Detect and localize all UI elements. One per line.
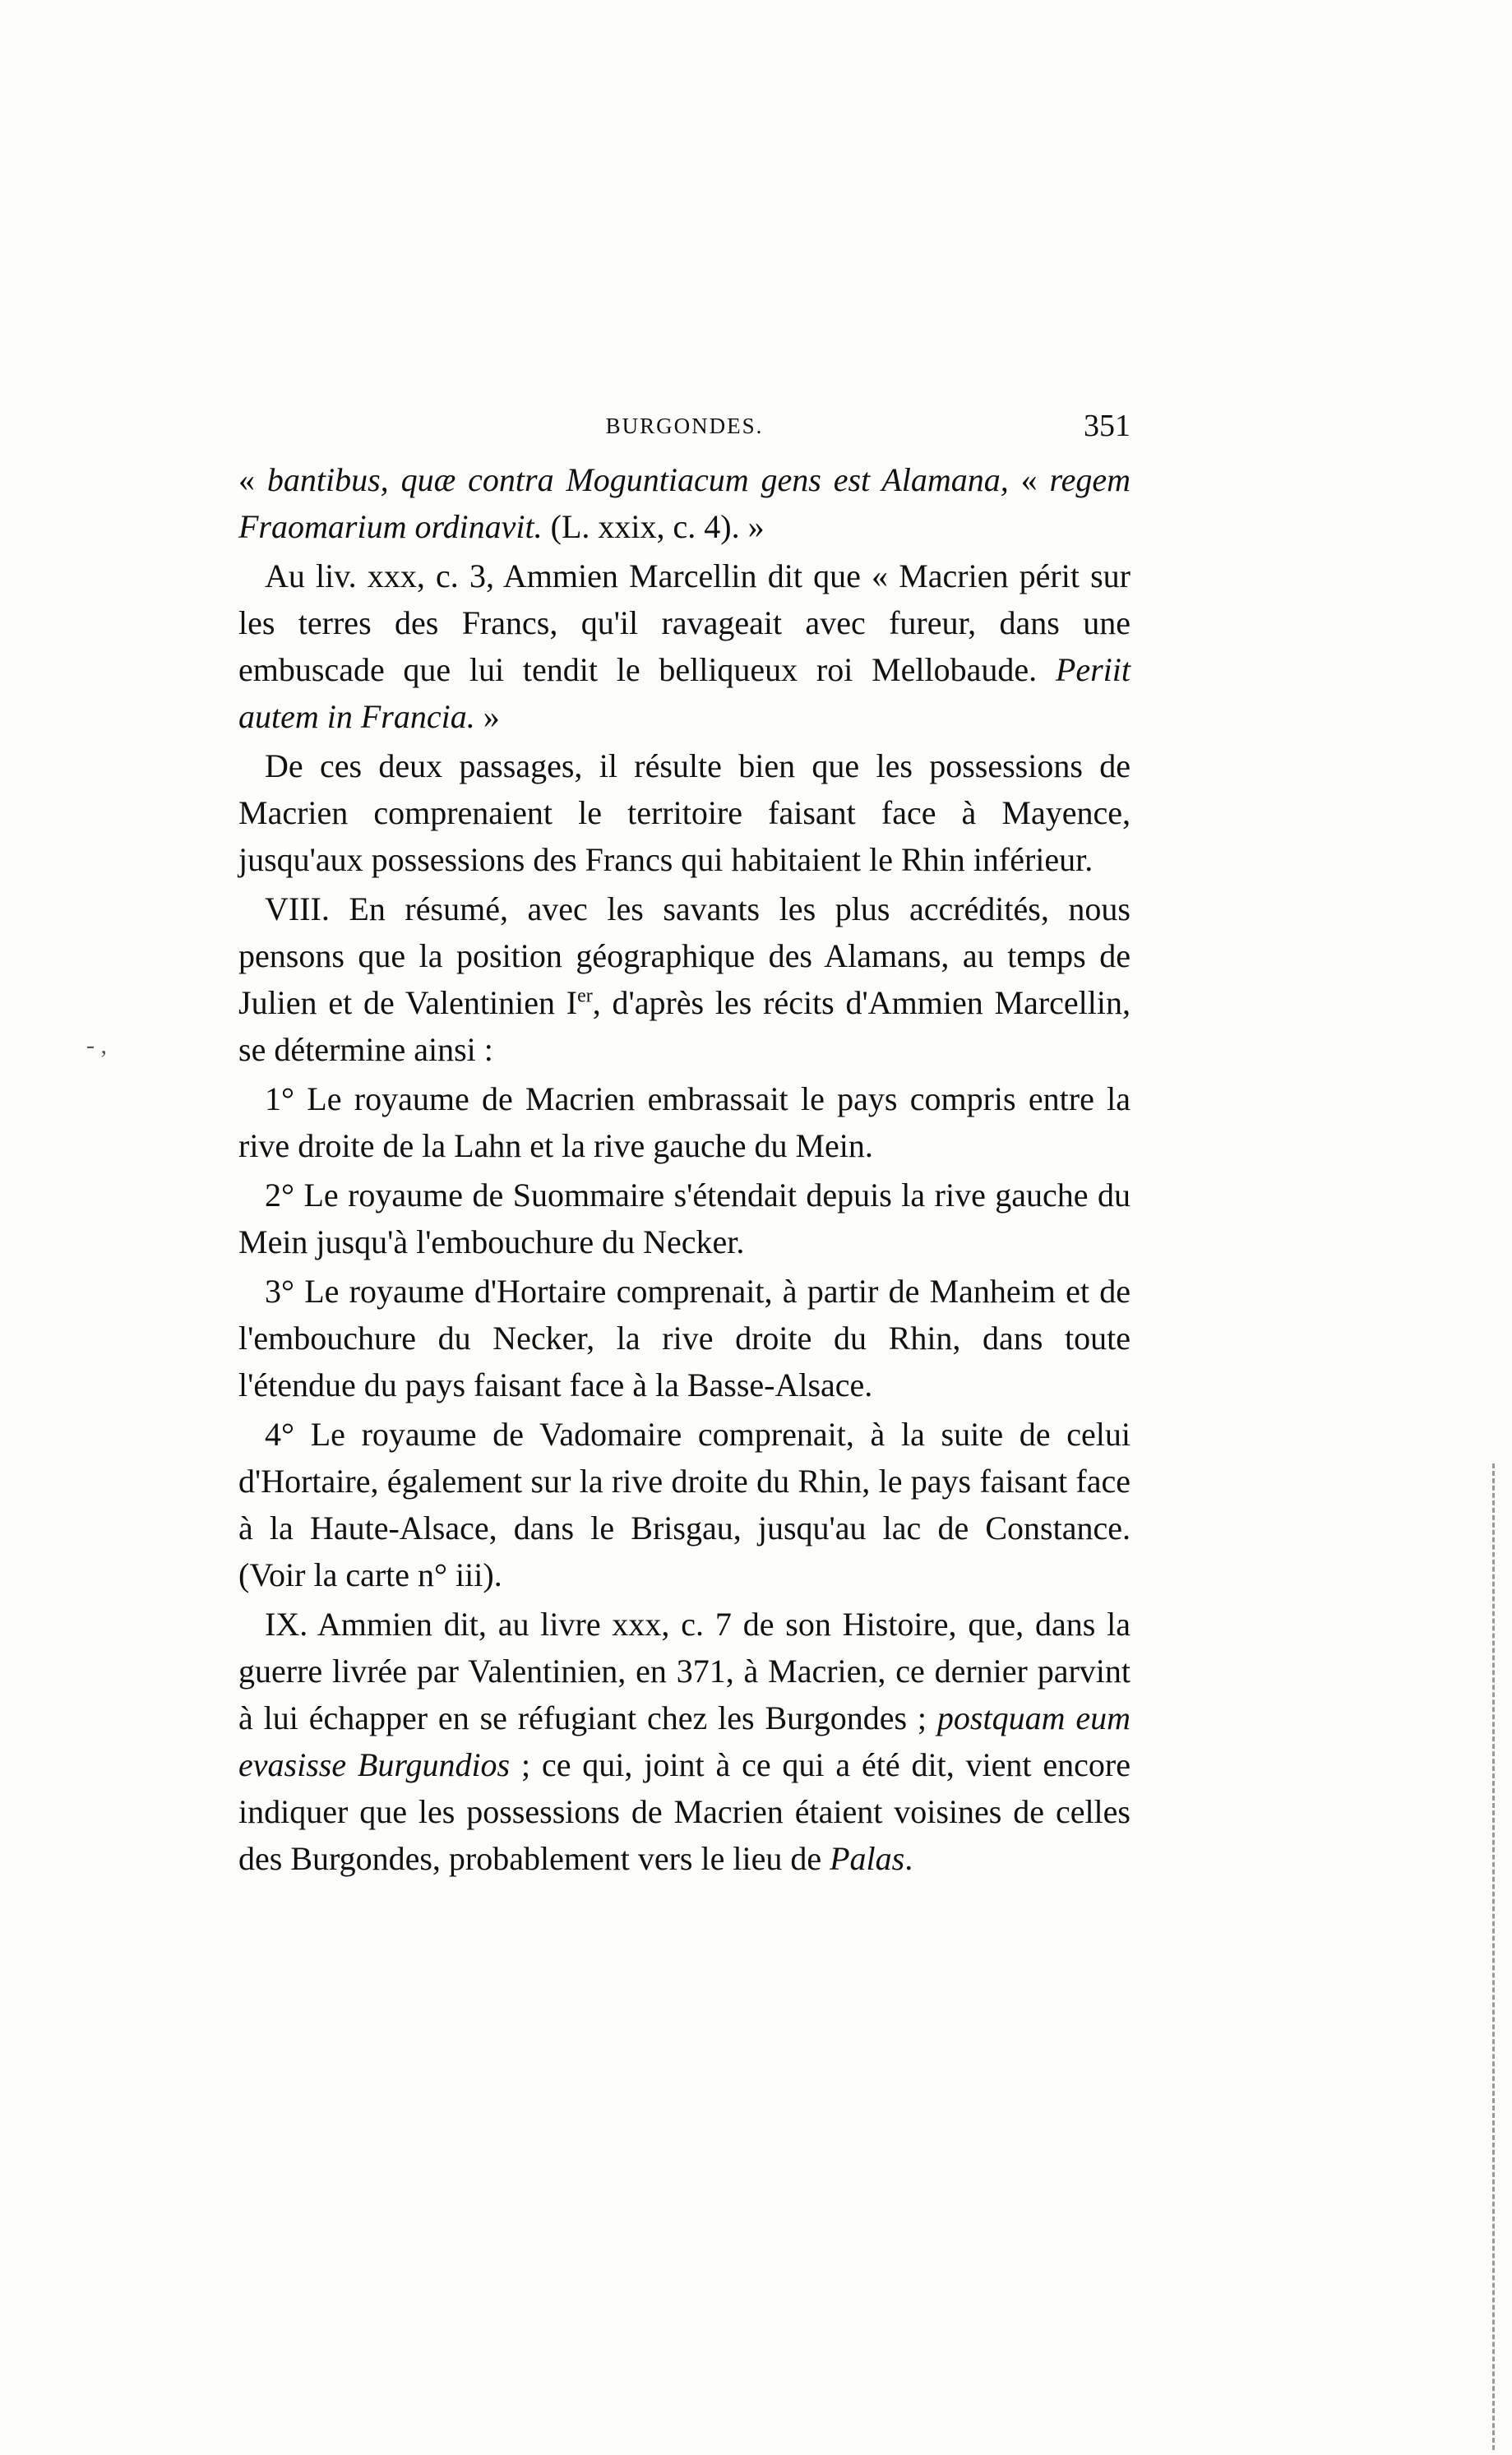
text-run: VIII. En résumé, avec les savants les plus accrédités, nous pensons que la position géographique des Alamans, au temps de Julien et de Valentinien I — [238, 890, 1131, 1021]
page-number: 351 — [1084, 409, 1131, 443]
italic-text: postquam eum evasisse Burgundios — [238, 1699, 1131, 1783]
running-head: BURGONDES. — [605, 414, 764, 438]
text-run: (L. xxix, c. 4). » — [542, 508, 765, 545]
text-run: , d'après les récits d'Ammien Marcellin, se détermine ainsi : — [238, 984, 1131, 1068]
text-run: » — [474, 698, 500, 735]
paragraph-viii-summary — [238, 885, 1131, 1073]
margin-mark: - , — [86, 1032, 107, 1059]
text-run: 4° Le royaume de Vadomaire comprenait, à la suite de celui d'Hortaire, également sur la rive droite du Rhin, le pays faisant face à la Haute-Alsace, dans le Brisgau, jusqu'au lac de Constance. (Voir la carte n° iii). — [238, 1416, 1131, 1593]
text-run: Au liv. xxx, c. 3, Ammien Marcellin dit que « Macrien périt sur les terres des Francs, qu'il ravageait avec fureur, dans une embuscade que lui tendit le belliqueux roi Mellobaude. — [238, 557, 1131, 688]
text-run: « — [238, 461, 267, 498]
text-run: « — [1008, 461, 1050, 498]
text-run: . — [904, 1840, 913, 1877]
paragraph-kingdom-vadomaire — [238, 1411, 1131, 1598]
paragraph-kingdom-hortaire — [238, 1268, 1131, 1408]
paragraph-ammien-macrien — [238, 552, 1131, 740]
superscript: er — [577, 985, 593, 1007]
page-header — [238, 401, 1131, 451]
page-body — [238, 456, 1131, 1882]
paragraph-ix-ammien — [238, 1601, 1131, 1882]
text-run: IX. Ammien dit, au livre xxx, c. 7 de son Histoire, que, dans la guerre livrée par Valentinien, en 371, à Macrien, ce dernier parvint à lui échapper en se réfugiant chez les Burgondes ; — [238, 1606, 1131, 1736]
paragraph-kingdom-suommaire — [238, 1172, 1131, 1265]
paragraph-quote-continuation — [238, 456, 1131, 550]
paragraph-kingdom-macrien — [238, 1075, 1131, 1169]
italic-text: regem Fraomarium ordinavit. — [238, 461, 1131, 545]
text-run: ; ce qui, joint à ce qui a été dit, vient encore indiquer que les possessions de Macrien étaient voisines de celles des Burgondes, probablement vers le lieu de — [238, 1746, 1131, 1877]
paragraph-two-passages — [238, 742, 1131, 883]
text-run: De ces deux passages, il résulte bien que les possessions de Macrien comprenaient le territoire faisant face à Mayence, jusqu'aux possessions des Francs qui habitaient le Rhin inférieur. — [238, 747, 1131, 878]
text-run: 2° Le royaume de Suommaire s'étendait depuis la rive gauche du Mein jusqu'à l'embouchure du Necker. — [238, 1177, 1131, 1260]
italic-text: bantibus, quæ contra Moguntiacum gens est Alamana, — [266, 461, 1009, 498]
text-run: 3° Le royaume d'Hortaire comprenait, à partir de Manheim et de l'embouchure du Necker, la rive droite du Rhin, dans toute l'étendue du pays faisant face à la Basse-Alsace. — [238, 1273, 1131, 1403]
text-run: 1° Le royaume de Macrien embrassait le pays compris entre la rive droite de la Lahn et la rive gauche du Mein. — [238, 1080, 1131, 1164]
italic-text: Palas — [830, 1840, 905, 1877]
italic-text: Periit autem in Francia. — [238, 651, 1131, 735]
scan-edge-line — [1492, 1463, 1497, 2450]
